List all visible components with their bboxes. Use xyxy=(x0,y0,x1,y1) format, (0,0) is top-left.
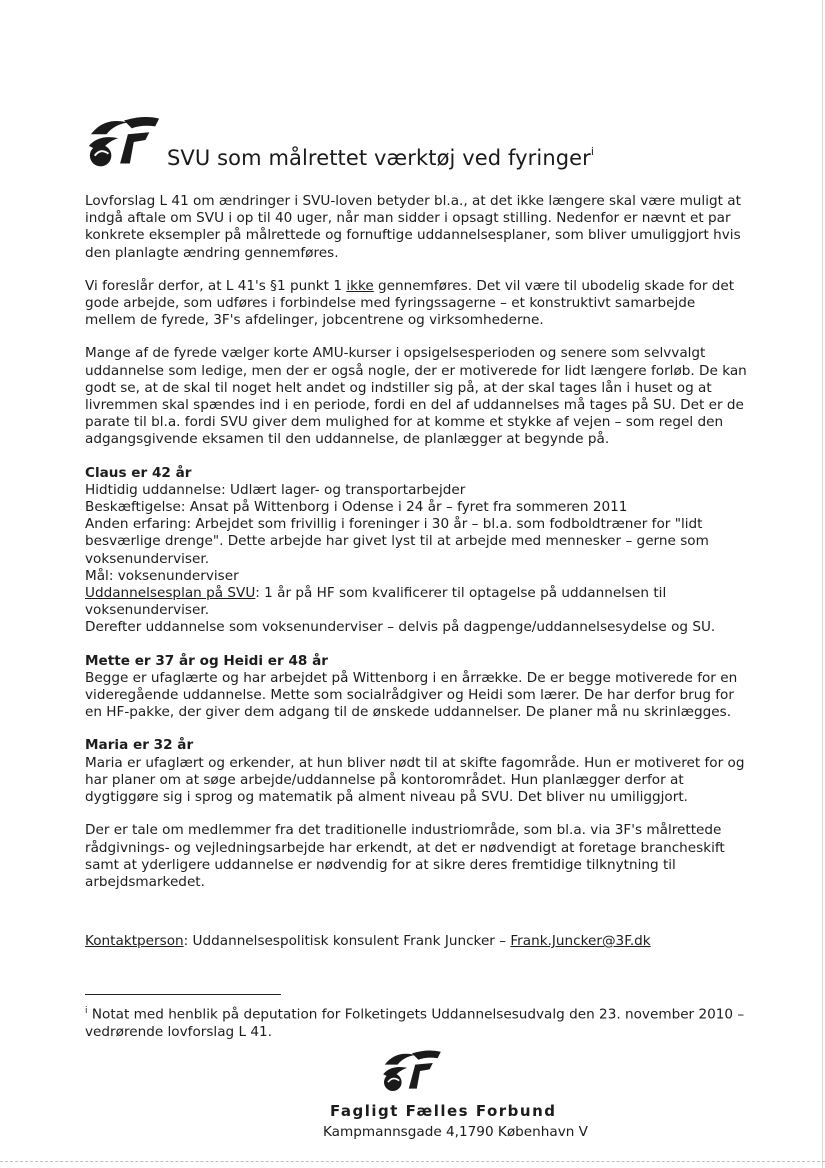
closing-paragraph: Der er tale om medlemmer fra det traditionelle industriområde, som bl.a. via 3F's målrettede rådgivnings- og vejledningsarbejde har erkendt, at det er nødvendigt at foretage brancheskift samt at yderligere uddannelse er nødvendig for at sikre deres fremtidige tilknytning til arbejdsmarkedet. xyxy=(85,822,725,890)
case-mette-heidi xyxy=(85,653,750,722)
intro-paragraph-1: Lovforslag L 41 om ændringer i SVU-loven betyder bl.a., at det ikke længere skal være muligt at indgå aftale om SVU i op til 40 uger, når man sidder i opsagt stilling. Nedenfor er nævnt et par konkrete eksempler på målrettede og fornuftige uddannelsesplaner, som bliver umuliggjort hvis den planlagte ændring gennemføres. xyxy=(85,193,741,261)
case-heading: Maria er 32 år xyxy=(85,737,194,754)
contact-label: Kontaktperson xyxy=(85,933,184,949)
title-text: SVU som målrettet værktøj ved fyringer xyxy=(167,146,591,170)
p2-underlined-word: ikke xyxy=(346,277,374,294)
footnote-divider xyxy=(85,994,281,995)
document-header xyxy=(85,112,705,182)
title-footnote-marker: i xyxy=(590,145,595,158)
contact-line xyxy=(85,933,651,949)
case-line: Hidtidig uddannelse: Udlært lager- og transportarbejder xyxy=(85,481,466,498)
case-claus xyxy=(85,465,750,637)
document-body xyxy=(85,193,750,907)
footnote-text: Notat med henblik på deputation for Folketingets Uddannelsesudvalg den 23. november 2010 – vedrørende lovforslag L 41. xyxy=(85,1006,745,1040)
footnote-marker: i xyxy=(85,1006,88,1016)
p2-part-1: Vi foreslår derfor, at L 41's §1 punkt 1 xyxy=(85,277,347,294)
case-maria xyxy=(85,737,750,806)
organization-address: Kampmannsgade 4,1790 København V xyxy=(323,1124,588,1140)
intro-paragraph-2 xyxy=(85,278,750,330)
3f-logo xyxy=(85,112,163,172)
case-line: Mål: voksenunderviser xyxy=(85,567,239,584)
case-line: Anden erfaring: Arbejdet som frivillig i foreninger i 30 år – bl.a. som fodboldtræner for "lidt besværlige drenge". Dette arbejde har givet lyst til at arbejde med mennesker – gerne som voksenunderviser. xyxy=(85,516,709,567)
contact-text: : Uddannelsespolitisk konsulent Frank Juncker – xyxy=(183,933,511,949)
intro-paragraph-3: Mange af de fyrede vælger korte AMU-kurser i opsigelsesperioden og senere som selvvalgt uddannelse som ledige, men der er også nogle, der er motiverede for lidt længere forløb. De kan godt se, at de skal til noget helt andet og indstiller sig på, at der skal tages lån i huset og at livremmen skal spændes ind i en periode, fordi en del af uddannelses må tages på SU. Det er de parate til bl.a. fordi SVU giver dem mulighed for at komme et stykke af vejen – som regel den adgangsgivende eksamen til den uddannelse, de planlægger at begynde på. xyxy=(85,345,747,448)
case-text: Begge er ufaglærte og har arbejdet på Wittenborg i en årrække. De er begge motiverede for en videregående uddannelse. Mette som socialrådgiver og Heidi som lærer. De har derfor brug for en HF-pakke, der giver dem adgang til de ønskede uddannelser. De planer må nu skrinlægges. xyxy=(85,669,738,721)
scan-edge-right xyxy=(822,0,823,1168)
contact-email-link[interactable]: Frank.Juncker@3F.dk xyxy=(510,933,651,949)
case-heading: Claus er 42 år xyxy=(85,464,192,481)
p2-part-2: gennemføres. Det vil være til ubodelig skade for det gode arbejde, som udføres i forbindelse med fyringssagerne – et konstruktivt samarbejde mellem de fyrede, 3F's afdelinger, jobcentrene og virksomhederne. xyxy=(85,277,735,329)
organization-name: Fagligt Fælles Forbund xyxy=(330,1102,557,1120)
case-line: Derefter uddannelse som voksenunderviser – delvis på dagpenge/uddannelsesydelse og SU. xyxy=(85,619,716,636)
document-title xyxy=(167,146,594,170)
case-heading: Mette er 37 år og Heidi er 48 år xyxy=(85,652,328,669)
case-line: Beskæftigelse: Ansat på Wittenborg i Odense i 24 år – fyret fra sommeren 2011 xyxy=(85,499,628,516)
footnote xyxy=(85,1003,755,1041)
3f-footer-logo xyxy=(380,1046,444,1096)
plan-label: Uddannelsesplan på SVU xyxy=(85,585,256,602)
case-plan-line xyxy=(85,585,750,619)
case-text: Maria er ufaglært og erkender, at hun bliver nødt til at skifte fagområde. Hun er motiveret for og har planer om at søge arbejde/uddannelse på kontorområdet. Hun planlægger derfor at dygtiggøre sig i sprog og matematik på alment niveau på SVU. Det bliver nu umiliggjort. xyxy=(85,754,745,806)
plan-text: : 1 år på HF som kvalificerer til optagelse på uddannelsen til voksenunderviser. xyxy=(85,585,667,619)
scan-edge-bottom xyxy=(0,1161,825,1168)
